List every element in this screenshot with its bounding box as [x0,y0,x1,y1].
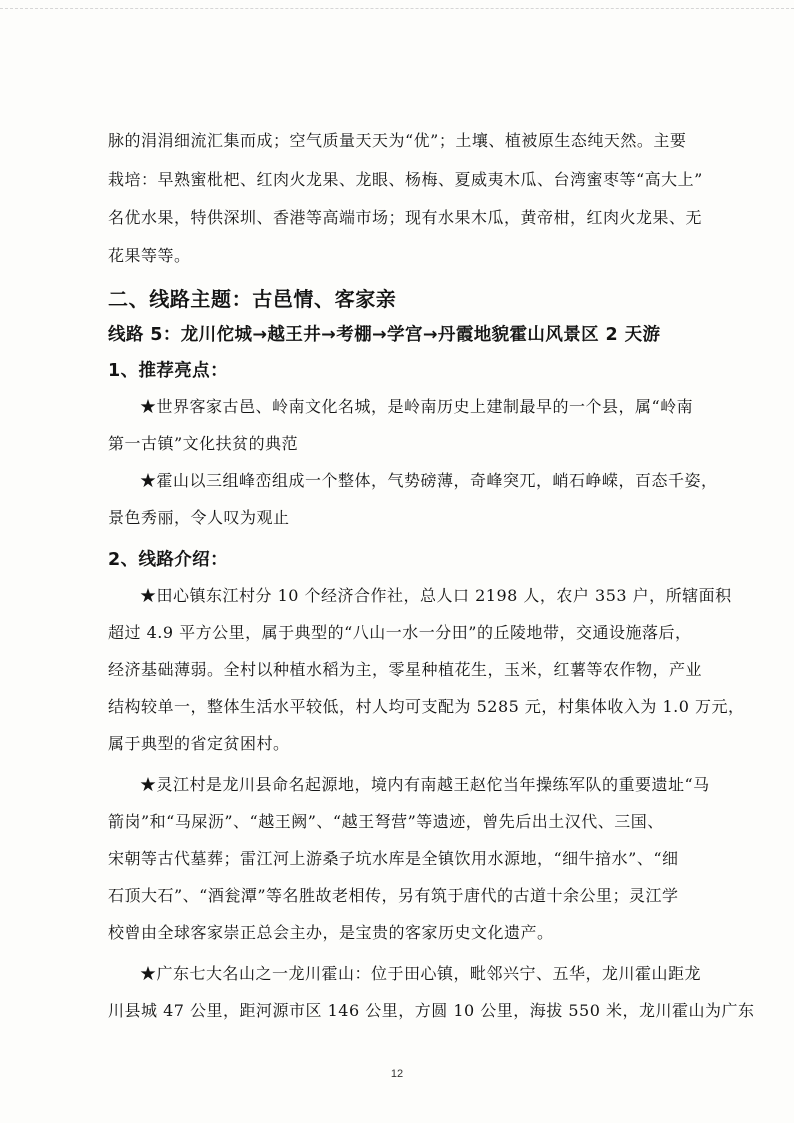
paragraph-line: 栽培：早熟蜜枇杷、红肉火龙果、龙眼、杨梅、夏威夷木瓜、台湾蜜枣等“高大上” [108,170,703,189]
intro-line: ★广东七大名山之一龙川霍山：位于田心镇，毗邻兴宁、五华，龙川霍山距龙 [140,964,702,983]
intro-line: 石顶大石”、“酒瓮潭”等名胜故老相传，另有筑于唐代的古道十余公里；灵江学 [108,886,679,905]
scan-edge [0,8,794,9]
intro-heading: 2、线路介绍： [108,550,228,570]
page-number: 12 [390,1068,404,1080]
intro-line: 川县城 47 公里，距河源市区 146 公里，方圆 10 公里，海拔 550 米，龙川霍山为广东 [108,1001,755,1020]
paragraph-line: 名优水果，特供深圳、香港等高端市场；现有水果木瓜，黄帝柑，红肉火龙果、无 [108,208,703,227]
highlights-heading: 1、推荐亮点： [108,361,228,381]
intro-line: 属于典型的省定贫困村。 [108,734,290,753]
route-heading: 线路 5：龙川佗城→越王井→考棚→学宫→丹霞地貌霍山风景区 2 天游 [108,325,661,345]
intro-line: ★田心镇东江村分 10 个经济合作社，总人口 2198 人，农户 353 户，所辖面积 [140,586,732,605]
intro-line: 箭岗”和“马屎沥”、“越王阙”、“越王弩营”等遗迹，曾先后出土汉代、三国、 [108,812,664,831]
highlight-line: ★霍山以三组峰峦组成一个整体，气势磅薄，奇峰突兀，峭石峥嵘，百态千姿， [140,471,718,490]
intro-line: 校曾由全球客家崇正总会主办，是宝贵的客家历史文化遗产。 [108,923,554,942]
intro-line: 结构较单一，整体生活水平较低，村人均可支配为 5285 元，村集体收入为 1.0 万元， [108,697,745,716]
highlight-line: 第一古镇”文化扶贫的典范 [108,434,299,453]
intro-line: 经济基础薄弱。全村以种植水稻为主，零星种植花生，玉米，红薯等农作物，产业 [108,660,703,679]
section-heading: 二、线路主题：古邑情、客家亲 [108,287,397,311]
paragraph-line: 脉的涓涓细流汇集而成；空气质量天天为“优”；土壤、植被原生态纯天然。主要 [108,131,687,150]
intro-line: 宋朝等古代墓葬；雷江河上游桑子坑水库是全镇饮用水源地，“细牛揞水”、“细 [108,849,679,868]
paragraph-line: 花果等等。 [108,246,191,265]
intro-line: ★灵江村是龙川县命名起源地，境内有南越王赵佗当年操练军队的重要遗址“马 [140,775,710,794]
intro-line: 超过 4.9 平方公里，属于典型的“八山一水一分田”的丘陵地带，交通设施落后， [108,623,692,642]
highlight-line: 景色秀丽，令人叹为观止 [108,508,290,527]
highlight-line: ★世界客家古邑、岭南文化名城，是岭南历史上建制最早的一个县，属“岭南 [140,397,694,416]
